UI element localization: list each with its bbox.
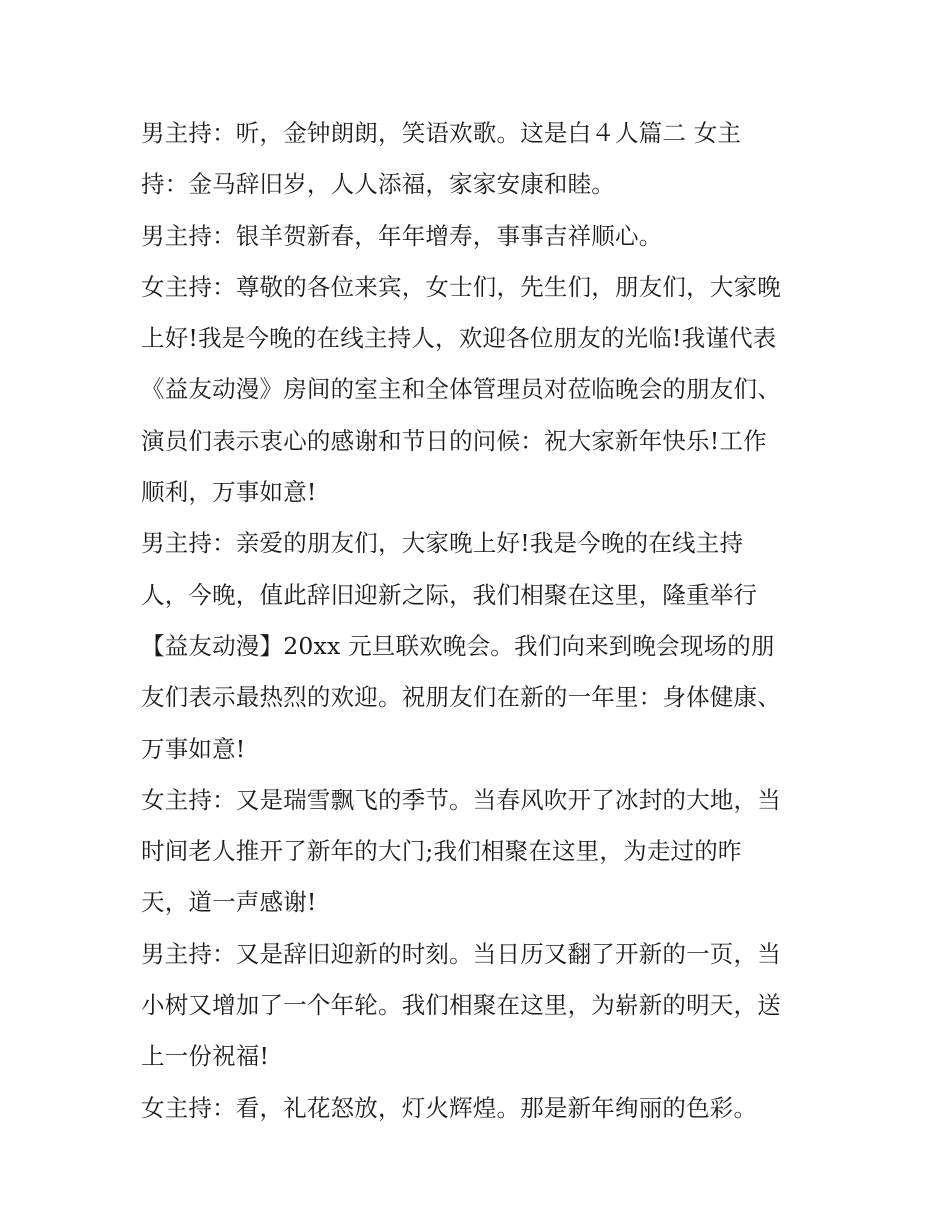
- text-line: 男主持：又是辞旧迎新的时刻。当日历又翻了开新的一页，当: [141, 939, 781, 968]
- text-line: 女主持：看，礼花怒放，灯火辉煌。那是新年绚丽的色彩。: [141, 1093, 758, 1122]
- text-line: 男主持：听，金钟朗朗，笑语欢歌。这是白４人篇二 女主: [141, 119, 742, 147]
- text-line: 女主持：尊敬的各位来宾，女士们，先生们，朋友们，大家晚: [141, 272, 781, 301]
- text-line: 时间老人推开了新年的大门;我们相聚在这里，为走过的昨: [141, 837, 742, 866]
- text-line: 友们表示最热烈的欢迎。祝朋友们在新的一年里：身体健康、: [141, 683, 781, 712]
- text-line: 上好!我是今晚的在线主持人，欢迎各位朋友的光临!我谨代表: [141, 324, 777, 353]
- text-line: 小树又增加了一个年轮。我们相聚在这里，为崭新的明天，送: [141, 991, 781, 1020]
- text-line: 天，道一声感谢!: [141, 888, 317, 917]
- text-line: 人，今晚，值此辞旧迎新之际，我们相聚在这里，隆重举行: [141, 580, 758, 609]
- text-line: 演员们表示衷心的感谢和节日的问候：祝大家新年快乐!工作: [141, 426, 767, 455]
- text-line: 【益友动漫】20xx 元旦联欢晚会。我们向来到晚会现场的朋: [141, 631, 775, 660]
- document-body: [141, 108, 821, 1134]
- text-line: 持：金马辞旧岁，人人添福，家家安康和睦。: [141, 170, 615, 199]
- text-line: 上一份祝福!: [141, 1042, 270, 1071]
- text-line: 女主持：又是瑞雪飘飞的季节。当春风吹开了冰封的大地，当: [141, 785, 781, 814]
- text-line: 《益友动漫》房间的室主和全体管理员对莅临晚会的朋友们、: [141, 375, 781, 404]
- text-line: 顺利，万事如意!: [141, 478, 317, 507]
- text-line: 男主持：银羊贺新春，年年增寿，事事吉祥顺心。: [141, 221, 663, 250]
- text-line: 男主持：亲爱的朋友们，大家晚上好!我是今晚的在线主持: [141, 529, 744, 558]
- text-line: 万事如意!: [141, 734, 246, 763]
